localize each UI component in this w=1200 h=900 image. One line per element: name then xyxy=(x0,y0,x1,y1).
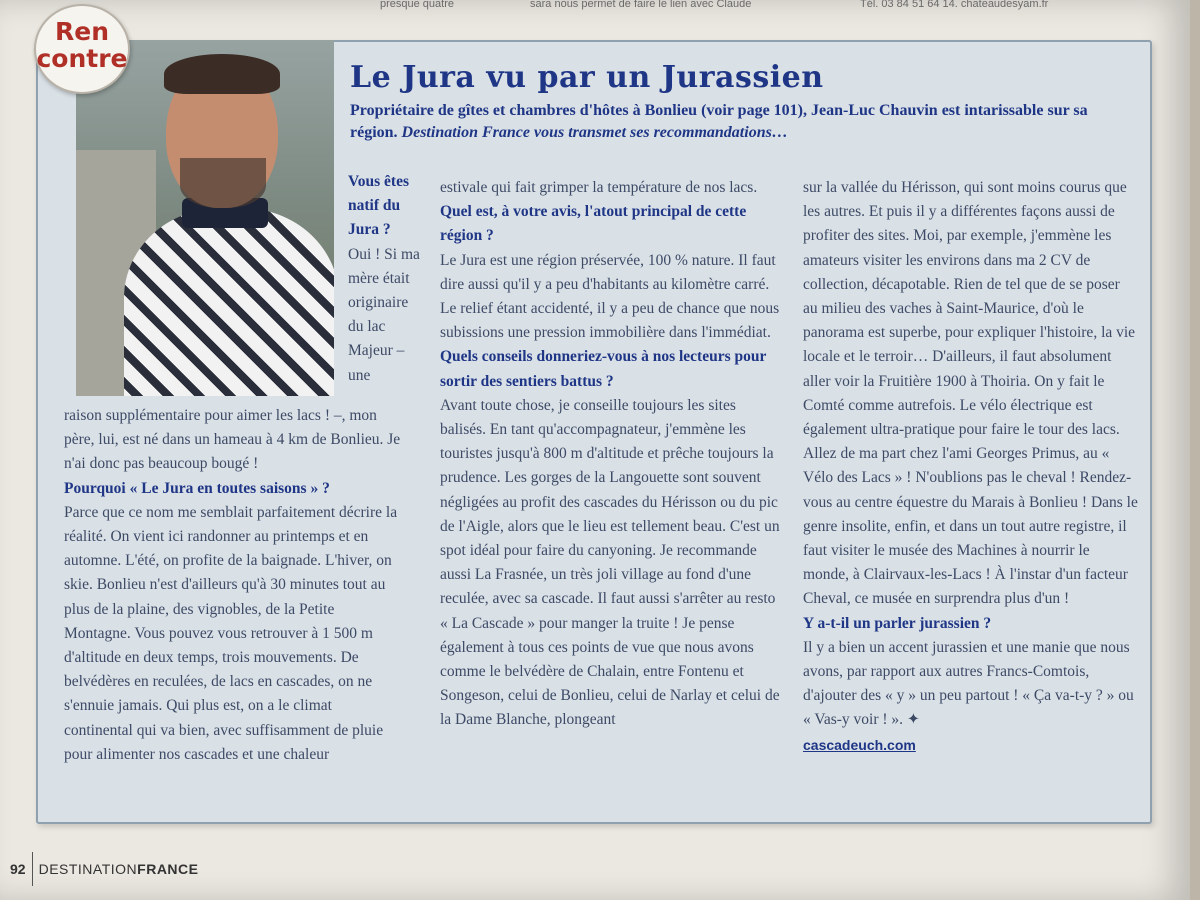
rencontre-badge xyxy=(34,4,130,94)
article-title: Le Jura vu par un Jurassien xyxy=(350,60,824,95)
badge-line-2: contre xyxy=(36,44,128,73)
answer-5: Il y a bien un accent jurassien et une manie que nous avons, par rapport aux autres Francs-Comtois, d'ajouter des « y » un peu partout ! « Ça va-t-y ? » ou « Vas-y voir ! ». ✦ xyxy=(803,638,1134,729)
magazine-name-bold: FRANCE xyxy=(137,861,199,877)
strip-text-right: Tél. 03 84 51 64 14. chateaudesyam.fr xyxy=(860,0,1049,10)
column-2 xyxy=(440,176,785,733)
strip-text-left: presque quatre xyxy=(380,0,454,10)
answer-2-end: estivale qui fait grimper la température de nos lacs. xyxy=(440,179,758,196)
previous-article-strip xyxy=(380,0,1049,14)
question-3: Quel est, à votre avis, l'atout principal de cette région ? xyxy=(440,203,747,245)
question-2: Pourquoi « Le Jura en toutes saisons » ? xyxy=(64,479,330,497)
column-1-wide xyxy=(64,404,404,767)
column-1-narrow xyxy=(348,170,422,388)
magazine-name: DESTINATION xyxy=(38,861,138,877)
website-link[interactable]: cascadeuch.com xyxy=(803,736,916,753)
intro-text: Propriétaire de gîtes et chambres d'hôtes à Bonlieu (voir page 101), Jean-Luc Chauvin est intarissable sur sa région. xyxy=(350,102,1088,141)
page-footer xyxy=(10,852,199,886)
badge-line-1: Ren xyxy=(54,17,109,46)
answer-2: Parce que ce nom me semblait parfaitement décrire la réalité. On vient ici randonner au printemps et en automne. L'été, on profite de la baignade. L'hiver, on skie. Bonlieu n'est d'ailleurs qu'à 30 minutes tout au plus de la plaine, des vignobles, de la Petite Montagne. Vous pouvez vous retrouver à 1 500 m d'altitude en deux temps, trois mouvements. De belvédères en reculées, de lacs en cascades, on ne s'ennuie jamais. Qui plus est, on a le climat continental qui va bien, avec suffisamment de pluie pour alimenter nos cascades et une chaleur xyxy=(64,503,398,763)
answer-3: Le Jura est une région préservée, 100 % nature. Il faut dire aussi qu'il y a peu d'habitants au kilomètre carré. Le relief étant accidenté, il y a peu de chance que nous subissions une pression immobilière dans l'immédiat. xyxy=(440,251,780,342)
answer-4: Avant toute chose, je conseille toujours les sites balisés. En tant qu'accompagnateur, j'emmène les touristes jusqu'à 800 m d'altitude et prêche toujours la prudence. Les gorges de la Langouette sont souvent négligées au profit des cascades du Hérisson ou du pic de l'Aigle, alors que le lieu est tellement beau. C'est un spot idéal pour faire du canyoning. Je recommande aussi La Frasnée, un très joli village au fond d'une reculée, avec sa cascade. Il faut aussi s'arrêter au resto « La Cascade » pour manger la truite ! Je pense également à tous ces points de vue que nous avons comme le belvédère de Chalain, entre Fontenu et Songeson, celui de Bonlieu, celui de Narlay et celui de la Dame Blanche, plongeant xyxy=(440,396,780,729)
portrait-photo xyxy=(76,40,334,396)
answer-1-start: Oui ! Si ma mère était originaire du lac Majeur – une xyxy=(348,245,420,384)
intro-text-italic: Destination France vous transmet ses recommandations… xyxy=(401,124,788,141)
column-3 xyxy=(803,176,1138,758)
answer-4-end: sur la vallée du Hérisson, qui sont moins courus que les autres. Et puis il y a différentes façons aussi de profiter des sites. Moi, par exemple, j'emmène les amateurs visiter les environs dans ma 2 CV de collection, décapotable. Rien de tel que de se poser au milieu des vaches à Saint-Maurice, d'où le panorama est superbe, pour expliquer l'histoire, la vie locale et le terroir… D'ailleurs, il faut absolument aller voir la Fruitière 1900 à Thoiria. On y fait le Comté comme autrefois. Le vélo électrique est également ultra-pratique pour faire le tour des lacs. Allez de ma part chez l'ami Georges Primus, au « Vélo des Lacs » ! N'oublions pas le cheval ! Rendez-vous au centre équestre du Marais à Bonlieu ! Dans le genre insolite, enfin, et dans un tout autre registre, il faut visiter le musée des Machines à nourrir le monde, à Clairvaux-les-Lacs ! À l'instar d'un facteur Cheval, ce musée en surprendra plus d'un ! xyxy=(803,179,1138,608)
article-intro xyxy=(350,100,1130,144)
footer-divider xyxy=(32,852,33,886)
page-number: 92 xyxy=(10,861,26,877)
answer-1-end: raison supplémentaire pour aimer les lacs ! –, mon père, lui, est né dans un hameau à 4 km de Bonlieu. Je n'ai donc pas beaucoup bougé ! xyxy=(64,407,401,473)
question-1: Vous êtes natif du Jura ? xyxy=(348,173,410,239)
question-5: Y a-t-il un parler jurassien ? xyxy=(803,614,992,632)
question-4: Quels conseils donneriez-vous à nos lecteurs pour sortir des sentiers battus ? xyxy=(440,348,767,390)
strip-text-middle: sara nous permet de faire le lien avec Claude xyxy=(530,0,752,10)
